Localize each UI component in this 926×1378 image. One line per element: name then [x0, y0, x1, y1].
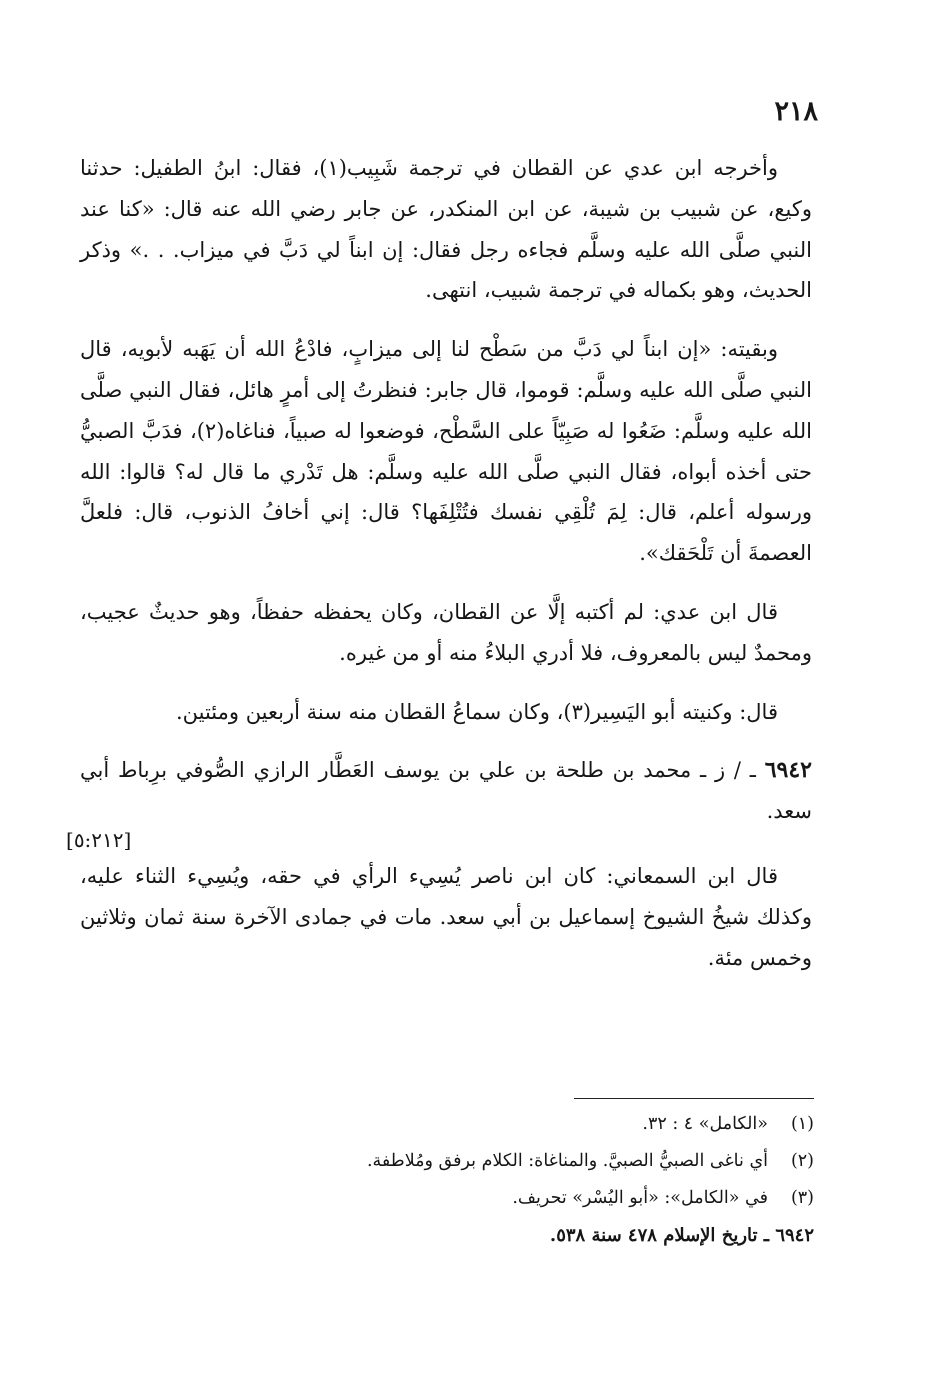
- footnote-divider: [574, 1098, 814, 1099]
- main-text: [80, 148, 812, 978]
- source-note: ٦٩٤٢ ـ تاريخ الإسلام ٤٧٨ سنة ٥٣٨.: [549, 1225, 814, 1246]
- footnote-number: (٣): [790, 1188, 814, 1208]
- footnote-1: [114, 1106, 814, 1143]
- entry-number: ٦٩٤٢: [764, 757, 812, 784]
- footnotes: [114, 1106, 814, 1254]
- footnote-text: أي ناغى الصبيُّ الصبيَّ. والمناغاة: الكلام برفق ومُلاطفة.: [366, 1151, 768, 1171]
- footnote-number: (٢): [790, 1151, 814, 1171]
- biography-entry: [80, 750, 812, 832]
- paragraph-kunya: قال: وكنيته أبو اليَسِير(٣)، وكان سماعُ القطان منه سنة أربعين ومئتين.: [175, 699, 778, 724]
- footnote-text: في «الكامل»: «أبو اليُسْر» تحريف.: [512, 1188, 768, 1208]
- paragraph-ibn-adi-narration: وأخرجه ابن عدي عن القطان في ترجمة شَبِيب(١)، فقال: ابنُ الطفيل: حدثنا وكيع، عن شبيب بن شيبة، عن ابن المنكدر، عن جابر رضي الله عنه قال: «كنا عند النبي صلَّى الله عليه وسلَّم فجاءه رجل فقال: إن ابناً لي دَبَّ في ميزاب. . .» وذكر الحديث، وهو بكماله في ترجمة شبيب، انتهى.: [80, 156, 812, 303]
- footnote-text: «الكامل» ٤ : ٣٢.: [642, 1114, 768, 1134]
- entry-heading-text: ـ / ز ـ محمد بن طلحة بن علي بن يوسف العَطَّار الرازي الصُّوفي برِباط أبي سعد.: [80, 758, 812, 824]
- page-number: ٢١٨: [774, 96, 818, 127]
- paragraph-ibn-adi-comment: قال ابن عدي: لم أكتبه إلَّا عن القطان، وكان يحفظه حفظاً، وهو حديثٌ عجيب، ومحمدٌ ليس بالمعروف، فلا أدري البلاءُ منه أو من غيره.: [80, 599, 812, 665]
- margin-volume-reference: [٥:٢١٢]: [66, 828, 132, 852]
- footnote-number: (١): [790, 1114, 814, 1134]
- footnote-3: [114, 1180, 814, 1217]
- footnote-2: [114, 1143, 814, 1180]
- paragraph-hadith-remainder: وبقيته: «إن ابناً لي دَبَّ من سَطْح لنا إلى ميزابٍ، فادْعُ الله أن يَهَبه لأبويه، قال النبي صلَّى الله عليه وسلَّم: قوموا، قال جابر: فنظرتُ إلى أمرٍ هائل، فقال النبي صلَّى الله عليه وسلَّم: ضَعُوا له صَبِيّاً على السَّطْح، فوضعوا له صبياً، فناغاه(٢)، فدَبَّ الصبيُّ حتى أخذه أبواه، فقال النبي صلَّى الله عليه وسلَّم: هل تَدْري ما قال له؟ قالوا: الله ورسوله أعلم، قال: لِمَ تُلْقِي نفسك فتُتْلِفَها؟ قال: إني أخافُ الذنوب، قال: فلعلَّ العصمةَ أن تَلْحَقك».: [80, 337, 812, 566]
- paragraph-ibn-samani: قال ابن السمعاني: كان ابن ناصر يُسِيء الرأي في حقه، ويُسِيء الثناء عليه، وكذلك شيخُ الشيوخ إسماعيل بن أبي سعد. مات في جمادى الآخرة سنة ثمان وثلاثين وخمس مئة.: [80, 863, 812, 970]
